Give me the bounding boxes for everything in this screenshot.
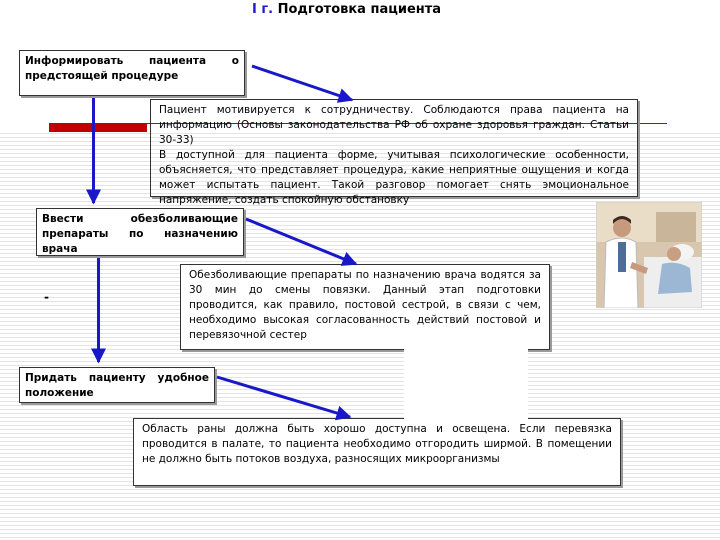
title-label: I г. [252, 2, 274, 17]
detail-wound-area-text: Область раны должна быть хорошо доступна и освещена. Если перевязка проводится в палате, то пациента необходимо отгородить ширмой. В помещении не должно быть потоков воздуха, разносящих микроорганизмы [142, 423, 612, 465]
arrow-to-detail-2 [246, 219, 356, 264]
title-text: Подготовка пациента [277, 2, 442, 17]
detail-motivation-paragraph-1: Пациент мотивируется к сотрудничеству. Соблюдаются права пациента на информацию (Основы законодательства РФ об охране здоровья граждан. Статьи 30-33) [159, 104, 629, 146]
step-inform-patient-text: Информировать пациента о предстоящей процедуре [25, 55, 239, 82]
step-positioning-text: Придать пациенту удобное положение [25, 372, 209, 399]
step-analgesics-text: Ввести обезболивающие препараты по назначению врача [42, 213, 238, 255]
arrow-to-detail-3 [217, 377, 350, 417]
detail-analgesics-text: Обезболивающие препараты по назначению врача водятся за 30 мин до смены повязки. Данный этап подготовки проводится, как правило, постовой сестрой, в связи с чем, необходимо высокая согласованность действий постовой и перевязочной сестер [189, 269, 541, 341]
detail-motivation-paragraph-2: В доступной для пациента форме, учитывая психологические особенности, объясняется, что представляет процедура, какие неприятные ощущения и когда может испытать пациент. Такой разговор помогает снять эмоциональное напряжение, создать спокойную обстановку [159, 149, 629, 206]
list-marker: - [44, 290, 49, 304]
arrow-to-detail-1 [252, 66, 352, 100]
